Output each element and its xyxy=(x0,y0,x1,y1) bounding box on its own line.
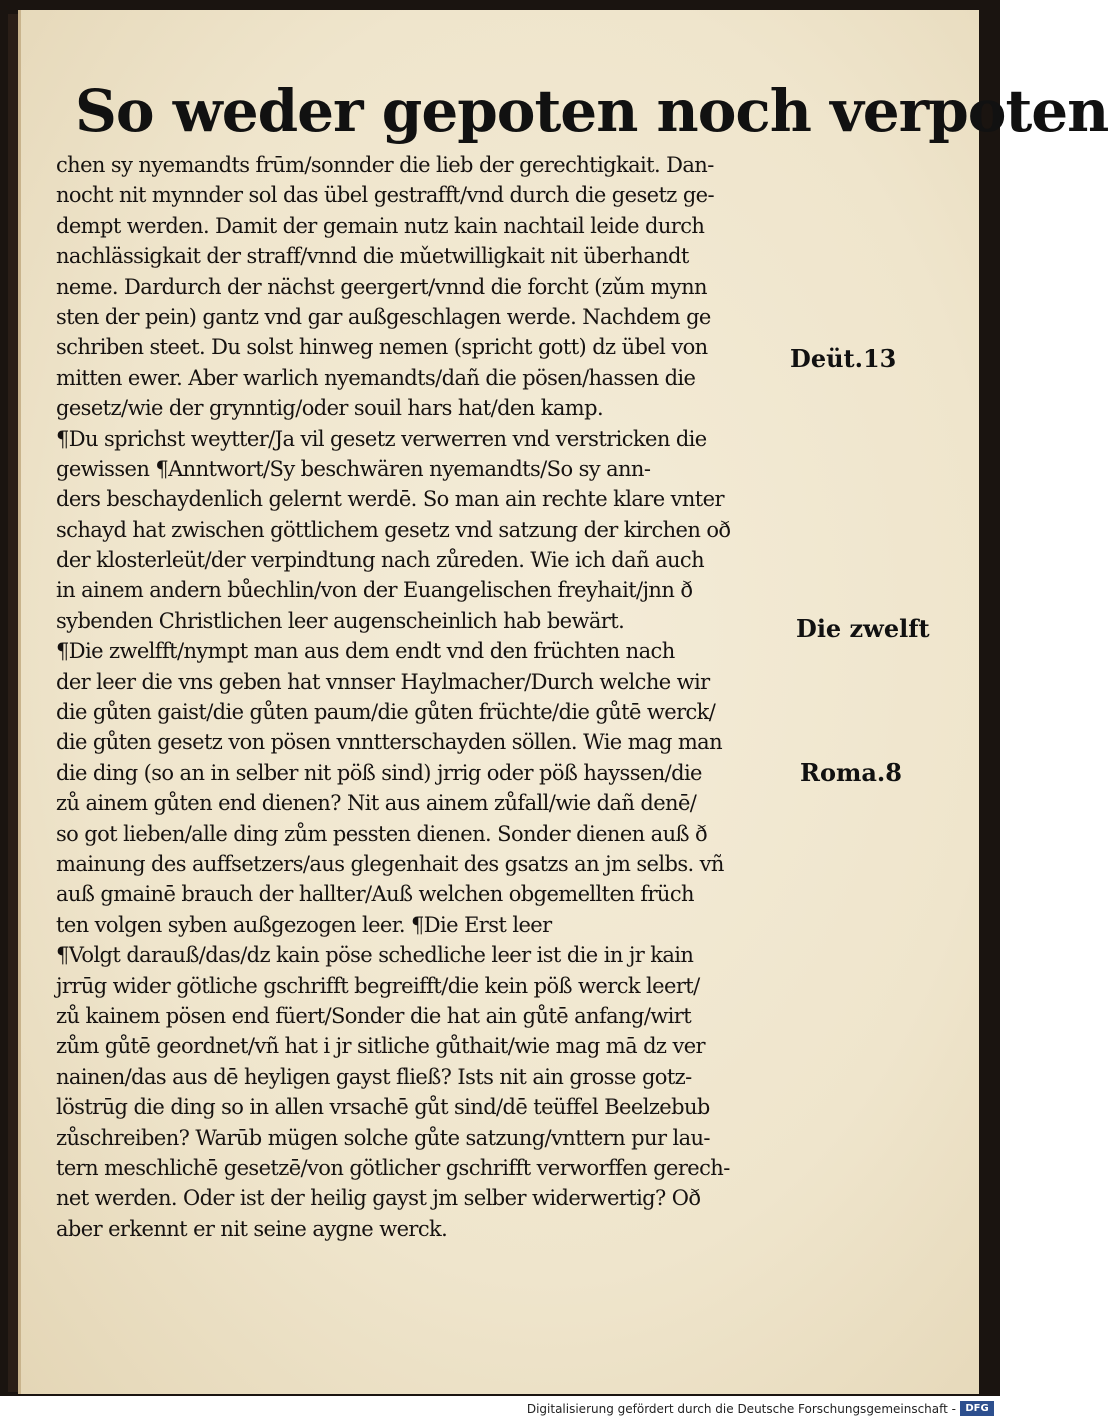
text-line: ders beschaydenlich gelernt werdē. So man ain rechte klare vnter xyxy=(56,487,724,512)
text-line: nainen/das aus dē heyligen gayst fließ? Ists nit ain grosse gotz- xyxy=(56,1064,692,1089)
text-line: ¶Du sprichst weytter/Ja vil gesetz verwerren vnd verstricken die xyxy=(56,426,707,451)
text-line: zůschreiben? Warūb mügen solche gůte satzung/vnttern pur lau- xyxy=(56,1125,710,1150)
text-line: neme. Dardurch der nächst geergert/vnnd die forcht (zǔm mynn xyxy=(56,274,707,299)
text-line: dempt werden. Damit der gemain nutz kain nachtail leide durch xyxy=(56,213,705,238)
margin-note-deut: Deüt.13 xyxy=(790,344,897,373)
text-line: so got lieben/alle ding zům pessten dienen. Sonder dienen auß ð xyxy=(56,821,708,846)
text-line: jrrūg wider götliche gschrifft begreifft/die kein pöß werck leert/ xyxy=(56,973,700,998)
text-line: auß gmainē brauch der hallter/Auß welchen obgemellten früch xyxy=(56,882,694,907)
text-line: die gůten gesetz von pösen vnntterschayden söllen. Wie mag man xyxy=(56,730,723,755)
text-line: ¶Die zwelfft/nympt man aus dem endt vnd den früchten nach xyxy=(56,639,675,664)
page-heading: So weder gepoten noch verpoten xyxy=(75,77,1108,145)
text-line: löstrūg die ding so in allen vrsachē gůt sind/dē teüffel Beelzebub xyxy=(56,1095,710,1120)
text-line: chen sy nyemandts frūm/sonnder die lieb der gerechtigkait. Dan- xyxy=(56,153,714,177)
text-line: nocht nit mynnder sol das übel gestrafft/vnd durch die gesetz ge- xyxy=(56,183,715,208)
text-line: schayd hat zwischen göttlichem gesetz vnd satzung der kirchen oð xyxy=(56,517,731,542)
text-line: zů ainem gůten end dienen? Nit aus ainem zůfall/wie dañ denē/ xyxy=(56,791,697,816)
text-line: ¶Volgt darauß/das/dz kain pöse schedliche leer ist die in jr kain xyxy=(56,943,694,968)
text-line: in ainem andern bůechlin/von der Euangelischen freyhait/jnn ð xyxy=(56,578,693,603)
dfg-logo: DFG xyxy=(960,1401,994,1416)
body-text xyxy=(56,150,786,1244)
text-line: der leer die vns geben hat vnnser Haylmacher/Durch welche wir xyxy=(56,669,710,694)
text-line: der klosterleüt/der verpindtung nach zůreden. Wie ich dañ auch xyxy=(56,548,704,573)
text-line: mitten ewer. Aber warlich nyemandts/dañ die pösen/hassen die xyxy=(56,365,696,390)
funding-notice: Digitalisierung gefördert durch die Deutsche Forschungsgemeinschaft - xyxy=(526,1402,956,1416)
text-line: nachlässigkait der straff/vnnd die mǔetwilligkait nit überhandt xyxy=(56,244,689,269)
footer-bar xyxy=(0,1396,1000,1422)
text-line: net werden. Oder ist der heilig gayst jm selber widerwertig? Oð xyxy=(56,1186,701,1211)
text-line: tern meschlichē gesetzē/von götlicher gschrifft verworffen gerech- xyxy=(56,1155,730,1180)
text-line: sybenden Christlichen leer augenscheinlich hab bewärt. xyxy=(56,608,625,633)
margin-note-zwelft: Die zwelft xyxy=(796,614,930,643)
text-line: ten volgen syben außgezogen leer. ¶Die Erst leer xyxy=(56,912,552,937)
text-line: gesetz/wie der grynntig/oder souil hars hat/den kamp. xyxy=(56,396,604,421)
text-line: schriben steet. Du solst hinweg nemen (spricht gott) dz übel von xyxy=(56,335,708,360)
margin-note-roma: Roma.8 xyxy=(800,758,902,787)
text-line: mainung des auffsetzers/aus glegenhait des gsatzs an jm selbs. vñ xyxy=(56,851,724,876)
text-line: gewissen ¶Anntwort/Sy beschwären nyemandts/So sy ann- xyxy=(56,456,651,481)
text-line: sten der pein) gantz vnd gar außgeschlagen werde. Nachdem ge xyxy=(56,304,711,329)
text-line: die ding (so an in selber nit pöß sind) jrrig oder pöß hayssen/die xyxy=(56,760,702,785)
text-line: aber erkennt er nit seine aygne werck. xyxy=(56,1216,448,1241)
text-line: die gůten gaist/die gůten paum/die gůten früchte/die gůtē werck/ xyxy=(56,700,716,725)
text-line: zům gůtē geordnet/vñ hat i jr sitliche gůthait/wie mag mā dz ver xyxy=(56,1034,705,1059)
text-line: zů kainem pösen end füert/Sonder die hat ain gůtē anfang/wirt xyxy=(56,1003,692,1028)
